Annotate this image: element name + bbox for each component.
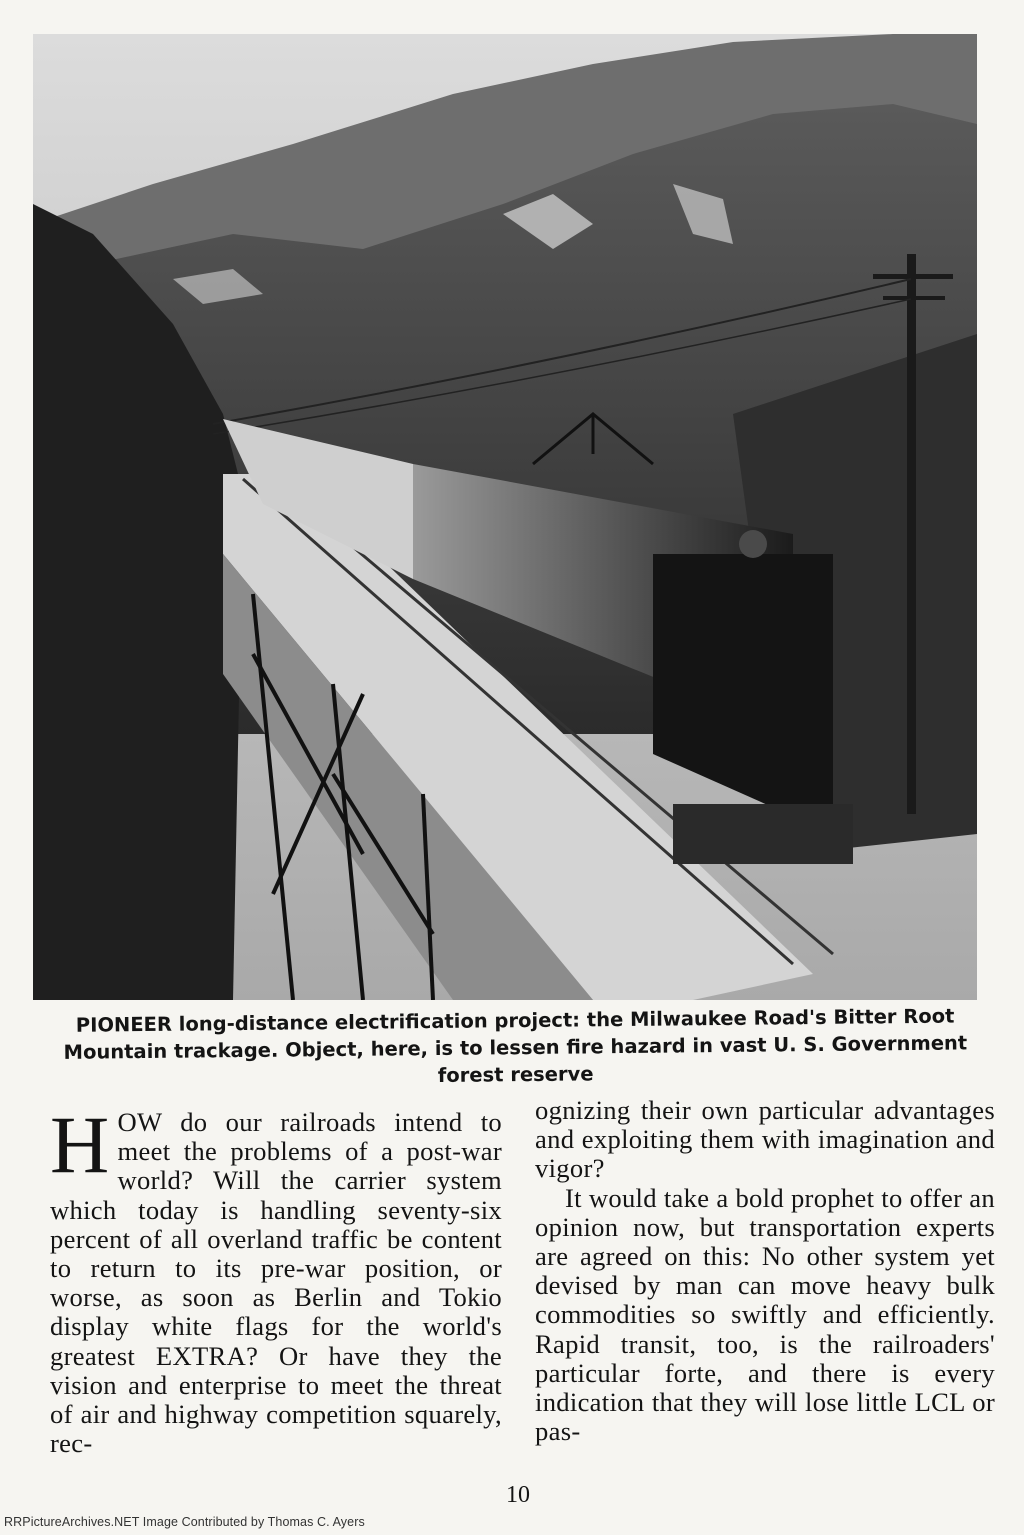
- caption-text: long-distance electrification project: the Milwaukee Road's Bitter Root Mountain trackage. Object, here, is to lessen fire hazard in vast U. S. Government forest reserve: [63, 1004, 968, 1087]
- photo-caption: [50, 1002, 981, 1093]
- article-left-text: OW do our railroads intend to meet the problems of a post-war world? Will the carrier system which today is handling seventy-six percent of all overland traffic be content to return to its pre-war position, or worse, as soon as Berlin and Tokio display white flags for the world's greatest EXTRA? Or have they the vision and enterprise to meet the threat of air and highway competition squarely, rec-: [50, 1107, 502, 1459]
- drop-cap: H: [50, 1099, 110, 1190]
- locomotive-photo: [33, 34, 977, 1000]
- image-credit: RRPictureArchives.NET Image Contributed by Thomas C. Ayers: [4, 1515, 365, 1529]
- caption-lead: PIONEER: [75, 1012, 173, 1037]
- article-column-right: [535, 1096, 995, 1446]
- article-right-paragraph-1: ognizing their own particular advantages and exploiting them with imagination and vigor?: [535, 1095, 995, 1184]
- page-number: 10: [506, 1482, 530, 1508]
- article-right-paragraph-2: It would take a bold prophet to offer an opinion now, but transportation experts are agreed on this: No other system yet devised by man can move heavy bulk commodities so swiftly and efficiently. Rapid transit, too, is the railroaders' particular forte, and there is every indication that they will lose little LCL or pas-: [535, 1182, 995, 1447]
- photo-illustration: [33, 34, 977, 1000]
- article-column-left: [50, 1099, 502, 1459]
